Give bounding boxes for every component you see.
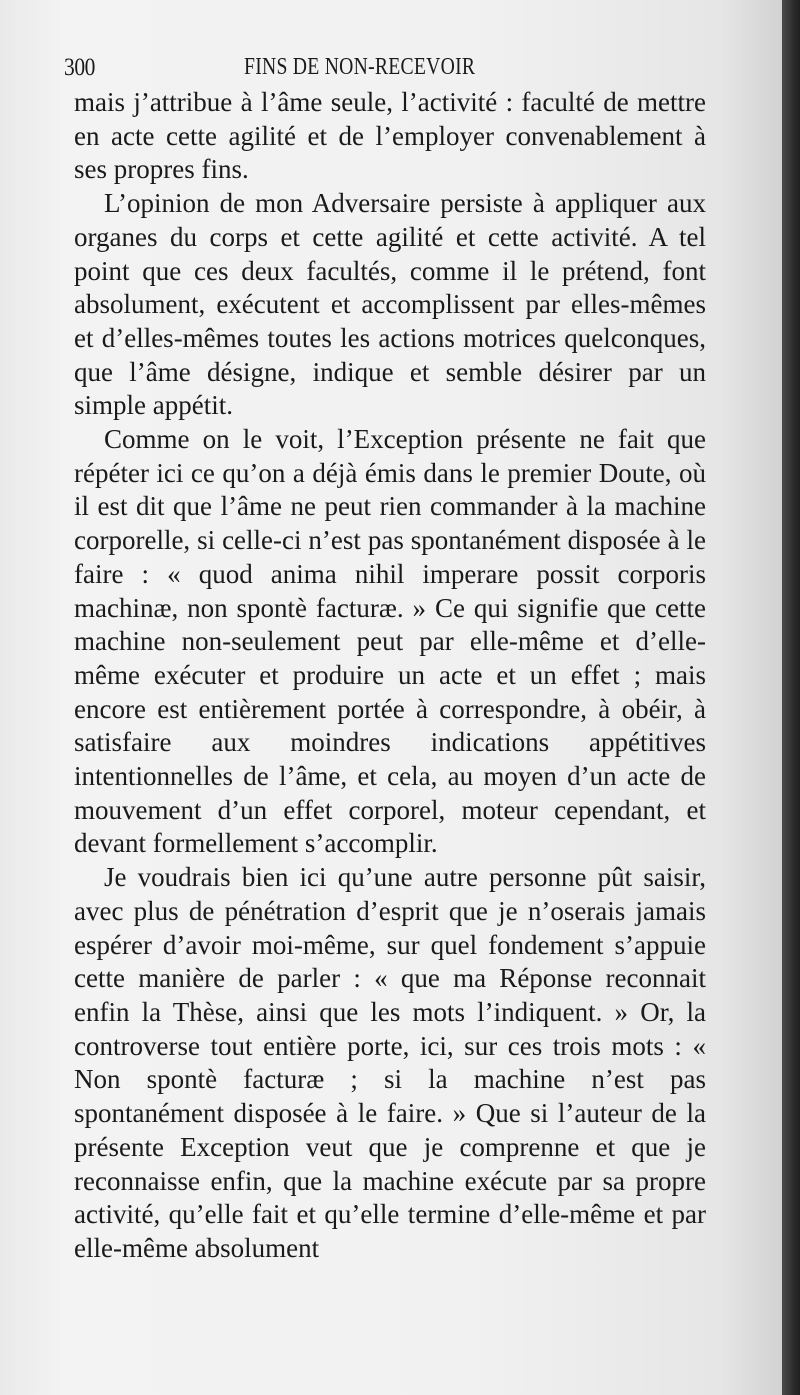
paragraph: L’opinion de mon Adversaire persiste à appliquer aux organes du corps et cette agilité et cette activité. A tel point que ces deux facultés, comme il le prétend, font absolument, exécutent et accomplissent par elles-mêmes et d’elles-mêmes toutes les actions motrices quelconques, que l’âme désigne, indique et semble désirer par un simple appétit. bbox=[74, 188, 706, 421]
paragraph-continuation: mais j’attribue à l’âme seule, l’activité : faculté de mettre en acte cette agilité et de l’employer convenablement à ses propres fins. bbox=[74, 87, 706, 185]
paragraph: Je voudrais bien ici qu’une autre personne pût saisir, avec plus de pénétration d’esprit que je n’oserais jamais espérer d’avoir moi-même, sur quel fondement s’appuie cette manière de parler : « que ma Réponse reconnait enfin la Thèse, ainsi que les mots l’indiquent. » Or, la controverse tout entière porte, ici, sur ces trois mots : « Non spontè facturæ ; si la machine n’est pas spontanément disposée à le faire. » Que si l’auteur de la présente Exception veut que je comprenne et que je reconnaisse enfin, que la machine exécute par sa propre activité, qu’elle fait et qu’elle termine d’elle-même et par elle-même absolument bbox=[74, 862, 706, 1263]
paragraph: Comme on le voit, l’Exception présente ne fait que répéter ici ce qu’on a déjà émis dans le premier Doute, où il est dit que l’âme ne peut rien commander à la machine corporelle, si celle-ci n’est pas spontanément disposée à le faire : « quod anima nihil imperare possit corporis machinæ, non spontè facturæ. » Ce qui signifie que cette machine non-seulement peut par elle-même et d’elle-même exécuter et produire un acte et un effet ; mais encore est entièrement portée à correspondre, à obéir, à satisfaire aux moindres indications appétitives intentionnelles de l’âme, et cela, au moyen d’un acte de mouvement d’un effet corporel, moteur cependant, et devant formellement s’accomplir. bbox=[74, 424, 706, 859]
page-edge-shadow bbox=[782, 0, 800, 1395]
page-header bbox=[64, 48, 704, 88]
running-head: FINS DE NON-RECEVOIR bbox=[244, 54, 476, 80]
body-text bbox=[74, 86, 706, 1266]
page-number: 300 bbox=[64, 54, 95, 81]
